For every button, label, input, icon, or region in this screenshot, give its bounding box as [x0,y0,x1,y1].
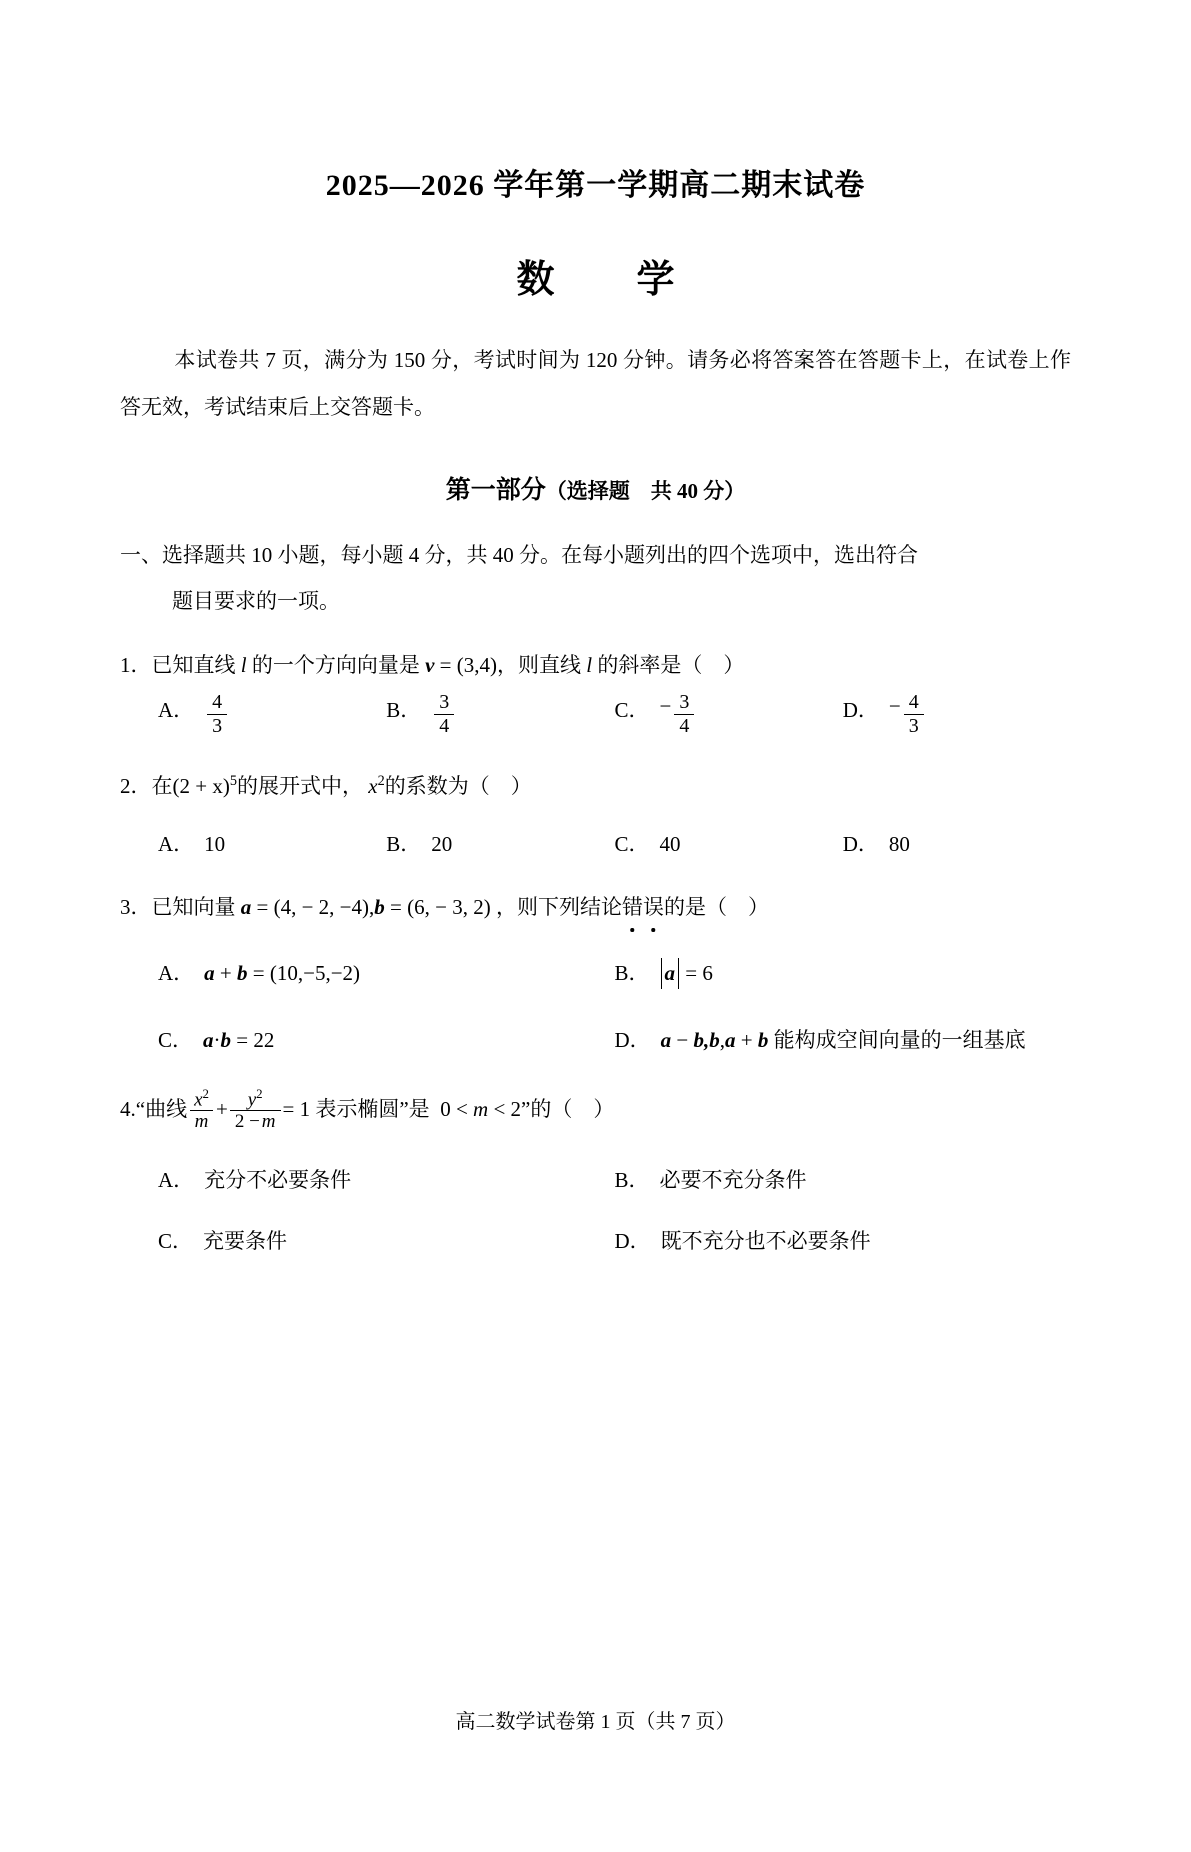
question-1-stem [120,650,1071,682]
option-label: C． [158,1028,194,1053]
question-2-number: 2． [120,774,152,799]
part-one-heading-main: 第一部分 [445,476,546,504]
question-1 [120,650,1071,737]
question-2-text-1: 在 [151,774,173,799]
question-3-text-3: 的是（ ） [663,895,769,920]
question-4-option-b[interactable] [615,1165,1072,1197]
question-4-option-c[interactable] [158,1226,615,1258]
option-label: B． [386,831,422,856]
question-1-vector-v: v [425,652,435,677]
option-label: A． [158,831,195,856]
option-label: A． [158,960,195,985]
fraction-y2-over-2-minus-m [230,1087,281,1133]
option-text: 必要不充分条件 [659,1167,807,1192]
option-text: 10 [204,831,226,856]
question-3-options-row1 [120,958,1071,990]
question-4-text-3: ”的（ ） [521,1096,615,1121]
question-2-binomial-exponent: 5 [229,773,237,790]
question-2-text-3: 的系数为（ ） [384,774,532,799]
choice-section-lead [120,532,1071,624]
question-3-emphasis: 错误 [622,895,664,919]
question-3-option-b[interactable]: B． a = 6 [615,958,1072,990]
question-3-option-d[interactable] [615,1025,1072,1057]
question-2-option-d[interactable] [843,829,1071,861]
option-label: C． [614,698,650,723]
fraction-numerator: 3 [439,691,450,714]
question-3-text-2: ，则下列结论 [495,895,622,920]
fraction [674,691,694,737]
option-label: D． [614,1229,651,1254]
subject-title: 数 学 [516,259,697,301]
part-one-heading [120,470,1071,506]
question-1-var-l-2: l [586,652,593,677]
question-3-number: 3． [120,895,152,920]
option-label: B． [614,1167,650,1192]
option-label: A． [158,1167,195,1192]
option-text: 充要条件 [203,1229,288,1254]
question-1-text-3: ，则直线 [497,652,582,677]
fraction-denominator: m [190,1110,214,1132]
fraction-denominator: 3 [904,714,924,737]
option-label: B． [614,960,650,985]
option-label: D． [842,698,879,723]
question-3-text-1: 已知向量 [151,895,236,920]
page-title: 2025—2026 学年第一学期高二期末试卷 [325,169,866,202]
fraction-x2-over-m [189,1087,214,1133]
question-4-options-row2 [120,1226,1071,1258]
exam-instructions [120,337,1071,432]
question-4-options-row1 [120,1165,1071,1197]
fraction-denominator: 4 [674,714,694,737]
exam-instructions-text: 本试卷共 7 页，满分为 150 分，考试时间为 120 分钟。请务必将答案答在答题卡上，在试卷上作答无效，考试结束后上交答题卡。 [120,348,1071,420]
question-1-option-d[interactable] [843,691,1071,737]
question-2-var-exponent: 2 [377,773,385,790]
fraction-denominator: 4 [434,714,454,737]
exam-paper-page [0,168,1191,1852]
fraction-denominator: 2 − m [230,1110,281,1132]
option-text: a [203,1028,214,1053]
question-1-option-a[interactable] [158,691,386,737]
question-3-option-c[interactable]: C． a · b = 22 [158,1025,615,1057]
question-4-stem: 4. “曲线 $\frac{x^2}{m}$ + $\frac{y^2}{2 - m}$ = 1 表示椭圆”是 0 < m < 2 ”的（ ） [120,1085,615,1133]
question-1-var-l-1: l [240,652,247,677]
option-label: C． [158,1229,194,1254]
question-4-text-2: = 1 表示椭圆”是 [282,1096,430,1121]
question-2-option-a[interactable] [158,829,386,861]
question-1-options [120,691,1071,737]
fraction-numerator: $y^2$ [247,1085,263,1110]
question-4-text-1: “曲线 [135,1096,188,1121]
question-2-var-x: x [368,774,378,799]
option-text: 既不充分也不必要条件 [660,1229,871,1254]
question-4-option-a[interactable] [158,1165,615,1197]
question-2-binomial [173,774,237,798]
question-2-option-c[interactable] [615,829,843,861]
question-4-condition: 0 < m < 2 [440,1096,522,1121]
question-2-binomial-base: (2 + x) [172,774,230,799]
option-label: D． [842,831,879,856]
fraction [904,691,924,737]
question-3-option-a[interactable]: A． a + b = (10,−5,−2) [158,958,615,990]
question-3 [120,892,1071,1057]
option-label: A． [158,698,195,723]
fraction [207,691,227,737]
choice-section-lead-line2: 题目要求的一项。 [172,588,340,613]
question-2 [120,771,1071,860]
option-text: a [204,960,215,985]
question-2-option-b[interactable] [386,829,614,861]
option-text: 充分不必要条件 [204,1167,352,1192]
question-4-option-d[interactable] [615,1226,1072,1258]
question-2-text-2: 的展开式中， [236,774,363,799]
option-sign: − [659,694,672,719]
question-1-text-1: 已知直线 [151,652,236,677]
fraction-numerator: $x^2$ [194,1085,209,1110]
fraction-denominator: 3 [207,714,227,737]
page-footer: 高二数学试卷第 1 页（共 7 页） [455,1711,736,1733]
choice-section-lead-line1: 一、选择题共 10 小题，每小题 4 分，共 40 分。在每小题列出的四个选项中，选出符合 [120,542,918,567]
option-text: 20 [431,831,453,856]
fraction [434,691,454,737]
question-1-option-c[interactable] [615,691,843,737]
question-1-text-4: 的斜率是（ ） [597,652,745,677]
question-3-options-row2 [120,1025,1071,1057]
question-3-vector-a: a [240,895,252,920]
question-3-vector-b-value: = (6, − 3, 2) [390,895,491,920]
part-one-heading-sub: （选择题 共 40 分） [545,478,746,503]
question-3-vector-b: b [374,895,385,920]
question-1-number: 1． [120,652,152,677]
fraction-numerator: 4 [908,691,919,714]
fraction-numerator: 4 [212,691,223,714]
fraction-numerator: 3 [679,691,690,714]
question-2-options [120,829,1071,861]
question-2-stem [120,771,1071,803]
question-4 [120,1087,1071,1258]
question-4-number: 4. [120,1096,136,1121]
option-label: D． [614,1028,651,1053]
option-sign: − [888,694,901,719]
option-text: a [661,958,680,990]
question-1-vector-value: = (3,4) [439,652,498,677]
option-text: a − b,b,a + b 能构成空间向量的一组基底 [660,1028,1026,1053]
option-text: 40 [659,831,681,856]
option-label: B． [386,698,422,723]
option-text: 80 [888,831,910,856]
option-label: C． [614,831,650,856]
question-1-option-b[interactable] [386,691,614,737]
question-1-text-2: 的一个方向向量是 [251,652,420,677]
question-3-stem [120,892,1071,924]
question-3-vector-a-value: = (4, − 2, −4), [256,895,375,920]
